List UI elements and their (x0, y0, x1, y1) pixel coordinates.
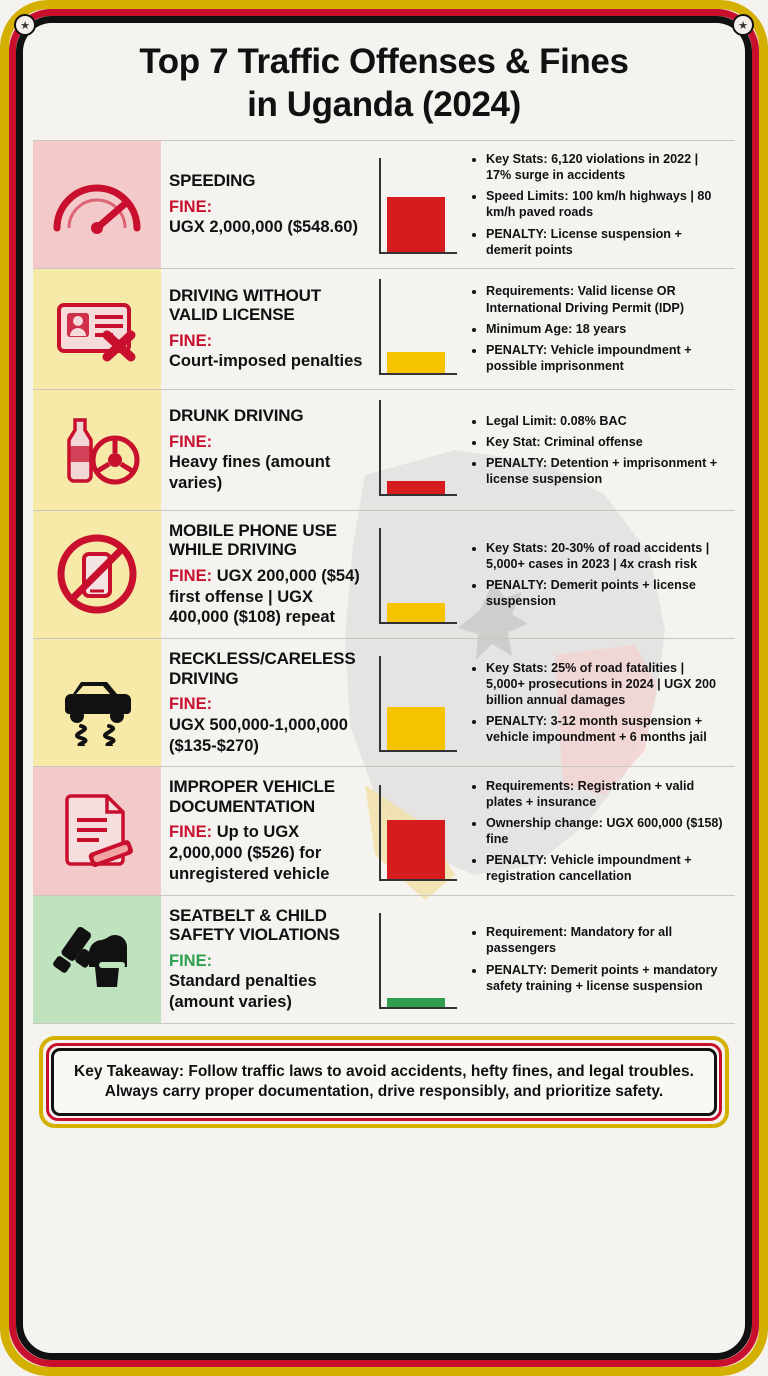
offense-name: DRIVING WITHOUT VALID LICENSE (169, 285, 321, 325)
fine-label: FINE: (169, 951, 213, 970)
text-cell (161, 767, 370, 894)
offense-rows (27, 140, 741, 1023)
icon-cell (33, 767, 161, 894)
stat-item: • Key Stats: 20-30% of road accidents | 5,000+ cases in 2023 | 4x crash risk (486, 540, 725, 572)
mini-bar (387, 481, 445, 494)
fine-block (169, 822, 364, 884)
mini-bar-chart (379, 656, 457, 752)
mini-bar-chart (379, 158, 457, 254)
fine-label: FINE: (169, 197, 213, 216)
stats-cell (465, 511, 735, 638)
mini-bar (387, 197, 445, 252)
text-cell (161, 511, 370, 638)
offense-row-improper-vehicle-documentation (33, 766, 735, 894)
stats-cell (465, 141, 735, 268)
fine-label: FINE: (169, 566, 213, 585)
mini-bar (387, 707, 445, 750)
offense-name: RECKLESS/CARELESS DRIVING (169, 649, 356, 688)
stats-list (471, 413, 725, 487)
stat-item: • Ownership change: UGX 600,000 ($158) fine (486, 815, 725, 847)
chart-cell (370, 511, 465, 638)
stats-list (471, 151, 725, 258)
offense-row-speeding (33, 140, 735, 268)
stat-item: • Key Stat: Criminal offense (486, 434, 725, 450)
stat-item: • PENALTY: 3-12 month suspension + vehicle impoundment + 6 months jail (486, 713, 725, 745)
fine-value: Up to UGX 2,000,000 ($526) for unregistered vehicle (169, 823, 330, 883)
fine-value: UGX 200,000 ($54) first offense | UGX 400,000 ($108) repeat (169, 566, 360, 627)
text-cell (161, 390, 370, 510)
chart-cell (370, 767, 465, 894)
page-title-line-2: in Uganda (2024) (247, 85, 521, 125)
fine-label: FINE: (169, 432, 213, 451)
offense-row-mobile-phone-use (33, 510, 735, 638)
page-title (47, 40, 721, 126)
chart-cell (370, 896, 465, 1023)
speedometer-icon (49, 166, 145, 242)
stat-item: • PENALTY: Detention + imprisonment + license suspension (486, 455, 725, 487)
icon-cell (33, 896, 161, 1023)
fine-value: Heavy fines (amount varies) (169, 453, 331, 492)
fine-label: FINE: (169, 331, 213, 350)
document-stamp-icon (49, 788, 145, 874)
fine-block (169, 197, 364, 238)
text-cell (161, 269, 370, 389)
offense-row-reckless-careless-driving (33, 638, 735, 766)
mini-bar (387, 352, 445, 373)
stat-item: • Key Stats: 25% of road fatalities | 5,000+ prosecutions in 2024 | UGX 200 billion annual damages (486, 660, 725, 708)
key-takeaway-inner-border (46, 1043, 722, 1122)
stats-cell (465, 896, 735, 1023)
crane-seal-icon-left: ★ (14, 14, 36, 36)
stats-list (471, 540, 725, 609)
mini-bar (387, 820, 445, 878)
chart-cell (370, 269, 465, 389)
stats-cell (465, 269, 735, 389)
stat-item: • Requirements: Valid license OR International Driving Permit (IDP) (486, 283, 725, 315)
stat-item: • PENALTY: Vehicle impoundment + registration cancellation (486, 852, 725, 884)
swerving-car-icon (47, 660, 147, 746)
stat-item: • Speed Limits: 100 km/h highways | 80 km/h paved roads (486, 188, 725, 220)
offense-row-driving-without-valid-license (33, 268, 735, 389)
stat-item: • Requirements: Registration + valid plates + insurance (486, 778, 725, 810)
key-takeaway-panel (39, 1036, 729, 1129)
chart-cell (370, 390, 465, 510)
stat-item: • Requirement: Mandatory for all passengers (486, 924, 725, 956)
text-cell (161, 639, 370, 766)
mini-bar-chart (379, 785, 457, 881)
id-card-invalid-icon (49, 291, 145, 367)
stats-cell (465, 390, 735, 510)
stats-list (471, 778, 725, 885)
icon-cell (33, 639, 161, 766)
mini-bar-chart (379, 400, 457, 496)
fine-value: Court-imposed penalties (169, 352, 363, 371)
offense-name: SEATBELT & CHILD SAFETY VIOLATIONS (169, 905, 340, 945)
fine-block (169, 331, 364, 372)
stats-cell (465, 767, 735, 894)
stat-item: • PENALTY: Demerit points + license suspension (486, 577, 725, 609)
stats-cell (465, 639, 735, 766)
offense-row-seatbelt-child-safety (33, 895, 735, 1024)
fine-value: UGX 2,000,000 ($548.60) (169, 218, 358, 237)
stats-list (471, 660, 725, 746)
mini-bar-chart (379, 528, 457, 624)
stat-item: • Legal Limit: 0.08% BAC (486, 413, 725, 429)
fine-block (169, 694, 364, 756)
stat-item: • Key Stats: 6,120 violations in 2022 | 17% surge in accidents (486, 151, 725, 183)
key-takeaway-lead: Key Takeaway: (74, 1062, 185, 1080)
stats-list (471, 924, 725, 993)
icon-cell (33, 141, 161, 268)
fine-block (169, 951, 364, 1013)
mini-bar (387, 603, 445, 622)
fine-value: Standard penalties (amount varies) (169, 972, 317, 1011)
fine-value: UGX 500,000-1,000,000 ($135-$270) (169, 715, 348, 755)
chart-cell (370, 141, 465, 268)
fine-block (169, 432, 364, 494)
stat-item: • Minimum Age: 18 years (486, 321, 725, 337)
stat-item: • PENALTY: Vehicle impoundment + possible imprisonment (486, 342, 725, 374)
text-cell (161, 896, 370, 1023)
stats-list (471, 283, 725, 374)
bottle-steering-wheel-icon (49, 410, 145, 490)
text-cell (161, 141, 370, 268)
stat-item: • PENALTY: License suspension + demerit points (486, 226, 725, 258)
mini-bar (387, 998, 445, 1006)
stat-item: • PENALTY: Demerit points + mandatory safety training + license suspension (486, 962, 725, 994)
icon-cell (33, 511, 161, 638)
key-takeaway-text-block (51, 1048, 717, 1117)
mini-bar-chart (379, 279, 457, 375)
offense-name: IMPROPER VEHICLE DOCUMENTATION (169, 777, 335, 816)
crane-seal-icon-right: ★ (732, 14, 754, 36)
chart-cell (370, 639, 465, 766)
key-takeaway-text: Follow traffic laws to avoid accidents, hefty fines, and legal troubles. Always carry proper documentation, drive responsibly, and prioritize safety. (104, 1062, 694, 1101)
page-title-line-1: Top 7 Traffic Offenses & Fines (139, 42, 629, 81)
offense-name: MOBILE PHONE USE WHILE DRIVING (169, 520, 337, 560)
infographic-page (27, 27, 741, 1349)
no-phone-icon (51, 528, 143, 620)
fine-label: FINE: (169, 823, 213, 842)
offense-row-drunk-driving (33, 389, 735, 510)
seatbelt-child-seat-icon (47, 916, 147, 1002)
fine-block (169, 566, 364, 628)
offense-name: SPEEDING (169, 171, 256, 191)
icon-cell (33, 269, 161, 389)
mini-bar-chart (379, 913, 457, 1009)
icon-cell (33, 390, 161, 510)
fine-label: FINE: (169, 695, 213, 714)
offense-name: DRUNK DRIVING (169, 406, 304, 426)
